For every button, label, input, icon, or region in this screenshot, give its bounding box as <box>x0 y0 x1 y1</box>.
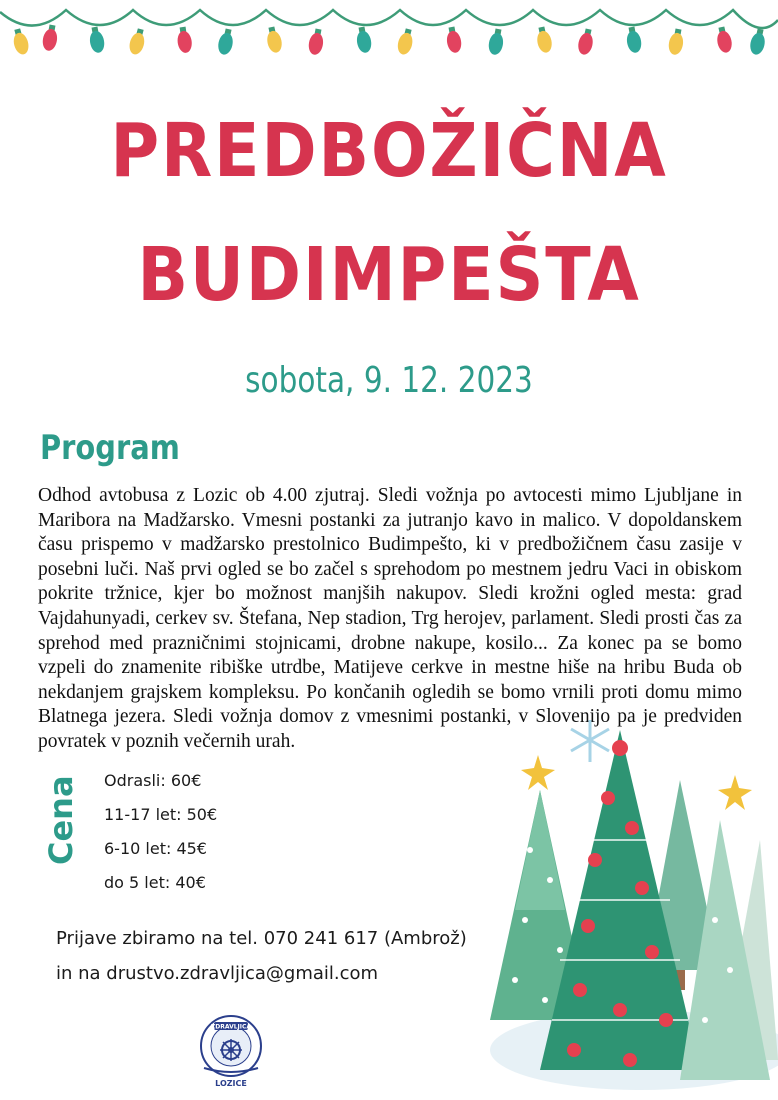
title-line-2: BUDIMPEŠTA <box>137 232 641 318</box>
christmas-trees-illustration <box>470 720 778 1100</box>
program-heading: Program <box>40 428 180 468</box>
contact-email: in na drustvo.zdravljica@gmail.com <box>56 963 379 984</box>
title-line-1: PREDBOŽIČNA <box>110 108 668 194</box>
logo-name: ZDRAVLJICA <box>210 1023 252 1031</box>
event-date: sobota, 9. 12. 2023 <box>245 360 533 401</box>
price-list <box>104 770 217 906</box>
price-item: 11-17 let: 50€ <box>104 805 218 824</box>
price-item: Odrasli: 60€ <box>104 771 202 790</box>
program-description: Odhod avtobusa z Lozic ob 4.00 zjutraj. Sledi vožnja po avtocesti mimo Ljubljane in Maribora na Madžarsko. Vmesni postanki za jutranjo kavo in malico. V dopoldanskem času prispemo v madžarsko prestolnico Budimpešto, ki v predbožičnem času zasije v posebni luči. Naš prvi ogled se bo začel s sprehodom po mestnem jedru Vaci in obiskom pokrite tržnice, kjer bo možnost manjših nakupov. Sledi krožni ogled mesta: grad Vajdahunyadi, cerkev sv. Štefana, Nep stadion, Trg herojev, parlament. Sledi prosti čas za sprehod med prazničnimi stojnicami, drobne nakupe, kosilo... Za konec pa se bomo vzpeli do znamenite ribiške utrdbe, Matijeve cerkve in mestne hiše na hribu Buda ob nekdanjem grajskem kompleksu. Po končanih ogledih se bomo vrnili proti domu mimo Blatnega jezera. Sledi vožnja domov z vmesnimi postanki, v Slovenijo pa je predviden povratek v poznih večernih urah. <box>38 485 742 752</box>
logo-town: LOZICE <box>215 1079 247 1088</box>
christmas-lights-decoration <box>0 0 778 90</box>
price-item: do 5 let: 40€ <box>104 873 206 892</box>
society-logo <box>196 1010 266 1092</box>
contact-phone: Prijave zbiramo na tel. 070 241 617 (Ambrož) <box>56 928 467 949</box>
price-item: 6-10 let: 45€ <box>104 839 207 858</box>
price-label: Cena <box>42 775 80 865</box>
